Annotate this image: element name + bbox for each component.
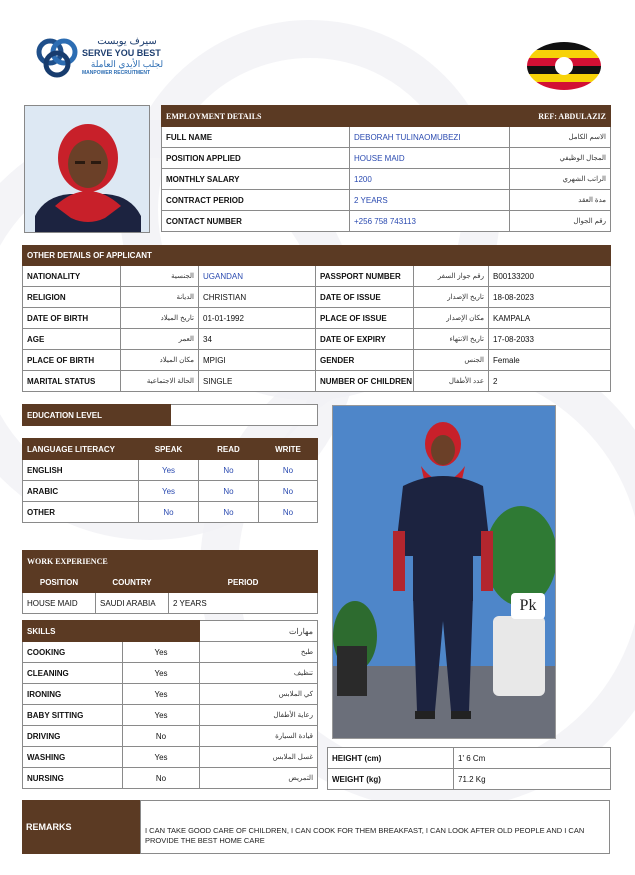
- employment-row: [162, 190, 611, 211]
- field-label: MONTHLY SALARY: [162, 169, 350, 190]
- field-arabic-label: الاسم الكامل: [510, 127, 611, 148]
- field-value: KAMPALA: [489, 308, 611, 329]
- work-country: SAUDI ARABIA: [96, 593, 169, 614]
- field-arabic-label: عدد الأطفال: [414, 371, 489, 392]
- field-arabic-label: مكان الإصدار: [414, 308, 489, 329]
- employment-row: [162, 148, 611, 169]
- field-label: DATE OF ISSUE: [316, 287, 414, 308]
- read-value: No: [199, 502, 259, 523]
- uganda-flag-icon: [527, 42, 601, 90]
- language-name: ENGLISH: [23, 460, 139, 481]
- field-arabic-label: مدة العقد: [510, 190, 611, 211]
- field-label: MARITAL STATUS: [23, 371, 121, 392]
- skill-value: No: [123, 768, 200, 789]
- field-label: PLACE OF BIRTH: [23, 350, 121, 371]
- field-arabic-label: العمر: [121, 329, 199, 350]
- skill-row: [23, 726, 318, 747]
- other-row: [23, 287, 611, 308]
- employment-title: EMPLOYMENT DETAILS: [162, 106, 510, 127]
- language-row: [23, 481, 318, 502]
- work-period: 2 YEARS: [169, 593, 318, 614]
- skill-row: [23, 684, 318, 705]
- field-arabic-label: الديانة: [121, 287, 199, 308]
- skill-name: COOKING: [23, 642, 123, 663]
- field-label: GENDER: [316, 350, 414, 371]
- skill-arabic: تنظيف: [200, 663, 318, 684]
- skill-name: DRIVING: [23, 726, 123, 747]
- other-row: [23, 308, 611, 329]
- field-value: +256 758 743113: [350, 211, 510, 232]
- skills-title: SKILLS: [23, 621, 200, 642]
- skill-value: Yes: [123, 684, 200, 705]
- skill-value: Yes: [123, 642, 200, 663]
- skill-value: Yes: [123, 705, 200, 726]
- field-label: PASSPORT NUMBER: [316, 266, 414, 287]
- column-header: COUNTRY: [96, 572, 169, 593]
- field-value: DEBORAH TULINAOMUBEZI: [350, 127, 510, 148]
- column-header: READ: [199, 439, 259, 460]
- remarks-label: REMARKS: [22, 800, 140, 854]
- skills-arabic-title: مهارات: [200, 621, 318, 642]
- skill-name: IRONING: [23, 684, 123, 705]
- field-label: AGE: [23, 329, 121, 350]
- skill-row: [23, 642, 318, 663]
- field-arabic-label: الراتب الشهري: [510, 169, 611, 190]
- field-label: DATE OF EXPIRY: [316, 329, 414, 350]
- skill-arabic: رعاية الأطفال: [200, 705, 318, 726]
- field-value: UGANDAN: [199, 266, 316, 287]
- field-value: SINGLE: [199, 371, 316, 392]
- skill-arabic: كي الملابس: [200, 684, 318, 705]
- weight-label: WEIGHT (kg): [328, 769, 454, 790]
- education-label: EDUCATION LEVEL: [23, 405, 171, 426]
- field-value: 34: [199, 329, 316, 350]
- weight-value: 71.2 Kg: [454, 769, 611, 790]
- field-label: RELIGION: [23, 287, 121, 308]
- skill-arabic: قيادة السيارة: [200, 726, 318, 747]
- field-arabic-label: الحالة الاجتماعية: [121, 371, 199, 392]
- remarks-text: I CAN TAKE GOOD CARE OF CHILDREN, I CAN COOK FOR THEM BREAKFAST, I CAN LOOK AFTER OLD PEOPLE AND I CAN PROVIDE THE BEST HOME CARE: [140, 800, 610, 854]
- field-arabic-label: مكان الميلاد: [121, 350, 199, 371]
- height-value: 1' 6 Cm: [454, 748, 611, 769]
- read-value: No: [199, 481, 259, 502]
- photo-signature: Pk: [511, 593, 545, 619]
- column-header: SPEAK: [139, 439, 199, 460]
- language-name: OTHER: [23, 502, 139, 523]
- language-name: ARABIC: [23, 481, 139, 502]
- column-header: POSITION: [23, 572, 96, 593]
- employment-row: [162, 127, 611, 148]
- employment-row: [162, 169, 611, 190]
- language-literacy-table: [22, 438, 317, 523]
- skill-row: [23, 663, 318, 684]
- skill-value: Yes: [123, 747, 200, 768]
- brand-logo: [36, 36, 166, 82]
- remarks-section: [22, 800, 610, 854]
- field-arabic-label: تاريخ الانتهاء: [414, 329, 489, 350]
- speak-value: Yes: [139, 481, 199, 502]
- work-row: [23, 593, 318, 614]
- brand-arabic-tagline: لجلب الأيدي العاملة: [90, 59, 164, 69]
- write-value: No: [259, 481, 318, 502]
- work-experience-title: WORK EXPERIENCE: [23, 551, 318, 572]
- applicant-photo-portrait: [24, 105, 150, 233]
- body-measurements-table: [327, 747, 610, 790]
- skill-arabic: طبخ: [200, 642, 318, 663]
- field-value: Female: [489, 350, 611, 371]
- language-row: [23, 460, 318, 481]
- field-label: NUMBER OF CHILDREN: [316, 371, 414, 392]
- employment-details-table: [161, 105, 610, 232]
- field-value: B00133200: [489, 266, 611, 287]
- column-header: PERIOD: [169, 572, 318, 593]
- skill-row: [23, 747, 318, 768]
- field-label: CONTRACT PERIOD: [162, 190, 350, 211]
- write-value: No: [259, 460, 318, 481]
- work-experience-table: [22, 550, 317, 614]
- field-arabic-label: تاريخ الإصدار: [414, 287, 489, 308]
- skill-row: [23, 705, 318, 726]
- field-arabic-label: تاريخ الميلاد: [121, 308, 199, 329]
- field-arabic-label: الجنسية: [121, 266, 199, 287]
- skill-name: BABY SITTING: [23, 705, 123, 726]
- skills-table: [22, 620, 317, 789]
- speak-value: Yes: [139, 460, 199, 481]
- field-value: 18-08-2023: [489, 287, 611, 308]
- field-arabic-label: الجنس: [414, 350, 489, 371]
- field-value: 2: [489, 371, 611, 392]
- field-value: 01-01-1992: [199, 308, 316, 329]
- skill-name: CLEANING: [23, 663, 123, 684]
- brand-arabic-name: سيرف يوبست: [97, 36, 157, 47]
- read-value: No: [199, 460, 259, 481]
- skill-value: No: [123, 726, 200, 747]
- height-label: HEIGHT (cm): [328, 748, 454, 769]
- other-row: [23, 266, 611, 287]
- field-value: CHRISTIAN: [199, 287, 316, 308]
- field-arabic-label: رقم جواز السفر: [414, 266, 489, 287]
- speak-value: No: [139, 502, 199, 523]
- education-value: [171, 405, 318, 426]
- field-label: FULL NAME: [162, 127, 350, 148]
- field-label: PLACE OF ISSUE: [316, 308, 414, 329]
- field-label: POSITION APPLIED: [162, 148, 350, 169]
- field-arabic-label: المجال الوظيفي: [510, 148, 611, 169]
- other-row: [23, 350, 611, 371]
- field-label: DATE OF BIRTH: [23, 308, 121, 329]
- brand-tagline: MANPOWER RECRUITMENT: [82, 70, 151, 76]
- column-header: LANGUAGE LITERACY: [23, 439, 139, 460]
- other-details-title: OTHER DETAILS OF APPLICANT: [23, 246, 611, 266]
- applicant-photo-full-body: [332, 405, 556, 739]
- skill-name: NURSING: [23, 768, 123, 789]
- write-value: No: [259, 502, 318, 523]
- column-header: WRITE: [259, 439, 318, 460]
- other-row: [23, 329, 611, 350]
- language-row: [23, 502, 318, 523]
- skill-arabic: غسل الملابس: [200, 747, 318, 768]
- skill-row: [23, 768, 318, 789]
- ref-label: REF: ABDULAZIZ: [510, 106, 611, 127]
- field-label: CONTACT NUMBER: [162, 211, 350, 232]
- other-row: [23, 371, 611, 392]
- other-details-table: [22, 245, 610, 392]
- field-value: 1200: [350, 169, 510, 190]
- brand-name: SERVE YOU BEST: [82, 48, 161, 58]
- field-value: MPIGI: [199, 350, 316, 371]
- field-value: 2 YEARS: [350, 190, 510, 211]
- skill-name: WASHING: [23, 747, 123, 768]
- skill-arabic: التمريض: [200, 768, 318, 789]
- field-value: HOUSE MAID: [350, 148, 510, 169]
- employment-row: [162, 211, 611, 232]
- field-arabic-label: رقم الجوال: [510, 211, 611, 232]
- field-label: NATIONALITY: [23, 266, 121, 287]
- field-value: 17-08-2033: [489, 329, 611, 350]
- education-level-row: [22, 404, 317, 426]
- skill-value: Yes: [123, 663, 200, 684]
- logo-emblem-icon: [36, 36, 80, 80]
- work-position: HOUSE MAID: [23, 593, 96, 614]
